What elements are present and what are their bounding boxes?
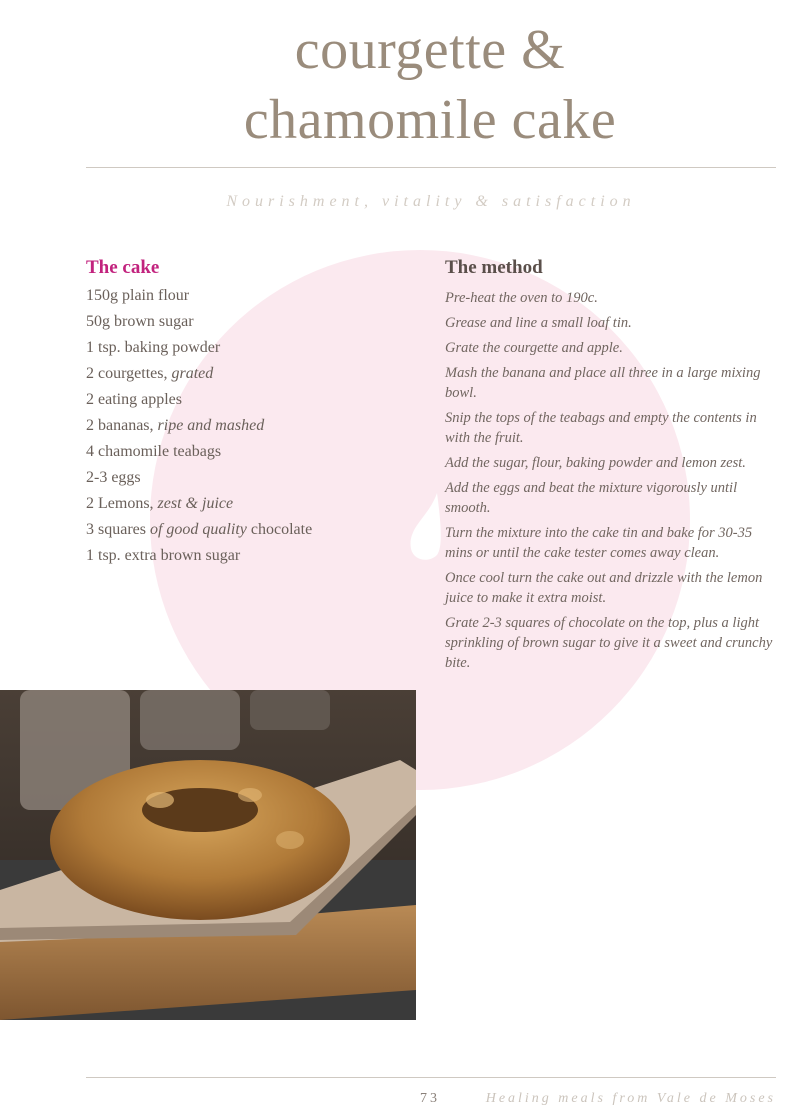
method-step: Add the eggs and beat the mixture vigorously until smooth.: [445, 480, 738, 516]
ingredient-text: 4 chamomile teabags: [86, 443, 222, 460]
ingredient-tail: chocolate: [246, 521, 313, 538]
ingredient-text: 2 Lemons,: [86, 495, 158, 512]
ingredient-text: 150g plain flour: [86, 287, 190, 304]
ingredient-text: 2 bananas,: [86, 417, 158, 434]
book-title: Healing meals from Vale de Moses: [485, 1091, 776, 1106]
ingredient-text: 50g brown sugar: [86, 313, 194, 330]
page-title-line-2: chamomile cake: [243, 89, 617, 151]
ingredients-list: [86, 285, 312, 571]
ingredient-text: 2 courgettes,: [86, 365, 172, 382]
water-drop-icon: [407, 493, 443, 563]
ingredient-item: [86, 493, 312, 519]
ingredient-item: [86, 389, 312, 415]
title-divider: [86, 167, 776, 168]
method-step: Pre-heat the oven to 190c.: [445, 290, 598, 306]
method-step: Grease and line a small loaf tin.: [445, 315, 632, 331]
subtitle: Nourishment, vitality & satisfaction: [226, 193, 636, 210]
ingredient-item: [86, 519, 312, 545]
ingredient-text: 1 tsp. extra brown sugar: [86, 547, 241, 564]
page-number: 73: [420, 1091, 440, 1106]
ingredient-text: 1 tsp. baking powder: [86, 339, 221, 356]
ingredient-item: [86, 415, 312, 441]
ingredients-heading: The cake: [86, 257, 160, 278]
ingredient-item: [86, 441, 312, 467]
ingredient-item: [86, 363, 312, 389]
ingredient-note: of good quality: [149, 521, 247, 538]
ingredient-item: [86, 337, 312, 363]
ingredient-text: 2 eating apples: [86, 391, 182, 408]
method-step: Grate 2-3 squares of chocolate on the top, plus a light sprinkling of brown sugar to give it a sweet and crunchy bite.: [445, 615, 773, 671]
ingredient-text: 3 squares: [86, 521, 150, 538]
method-step: Add the sugar, flour, baking powder and lemon zest.: [445, 455, 746, 471]
cake-photo: [0, 690, 416, 1020]
ingredient-item: [86, 467, 312, 493]
method-step: Once cool turn the cake out and drizzle with the lemon juice to make it extra moist.: [445, 570, 763, 606]
ingredient-note: ripe and mashed: [157, 417, 265, 434]
method-step: Grate the courgette and apple.: [445, 340, 623, 356]
ingredient-note: zest & juice: [157, 495, 234, 512]
method-step: Mash the banana and place all three in a large mixing bowl.: [445, 365, 761, 401]
ingredient-item: [86, 545, 312, 571]
footer-divider: [86, 1077, 776, 1078]
ingredient-item: [86, 285, 312, 311]
page-title-line-1: courgette &: [294, 19, 566, 81]
ingredient-text: 2-3 eggs: [86, 469, 141, 486]
method-steps: [445, 288, 775, 678]
ingredient-note: grated: [171, 365, 214, 382]
method-step: Turn the mixture into the cake tin and bake for 30-35 mins or until the cake tester comes away clean.: [445, 525, 753, 561]
ingredient-item: [86, 311, 312, 337]
method-heading: The method: [445, 257, 543, 278]
method-step: Snip the tops of the teabags and empty the contents in with the fruit.: [445, 410, 757, 446]
